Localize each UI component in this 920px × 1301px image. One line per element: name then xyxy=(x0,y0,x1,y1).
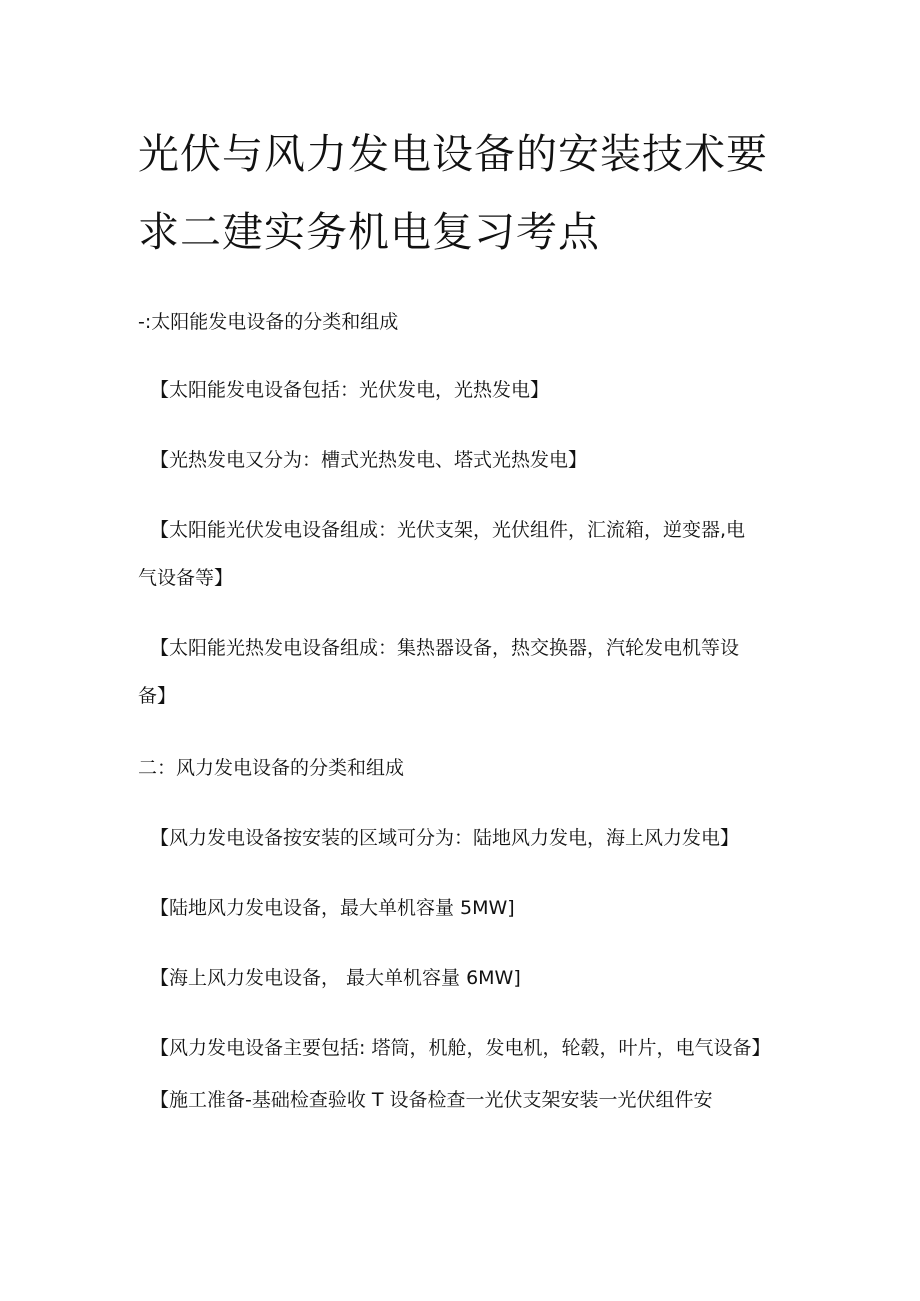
section-1-heading: -:太阳能发电设备的分类和组成 xyxy=(138,311,399,333)
section-1-item-2: 【光热发电又分为：槽式光热发电、塔式光热发电】 xyxy=(150,449,588,471)
document-title-line-2: 求二建实务机电复习考点 xyxy=(138,208,600,256)
section-2-heading: 二：风力发电设备的分类和组成 xyxy=(138,757,405,779)
section-1-item-3-line-1: 【太阳能光伏发电设备组成：光伏支架，光伏组件，汇流箱，逆变器,电 xyxy=(150,519,746,541)
section-1-item-3-line-2: 气设备等】 xyxy=(138,567,234,589)
section-2-item-2: 【陆地风力发电设备，最大单机容量 5MW] xyxy=(150,897,515,919)
section-1-item-1: 【太阳能发电设备包括：光伏发电，光热发电】 xyxy=(150,379,550,401)
section-1-item-4-line-2: 备】 xyxy=(138,685,177,707)
section-2-item-5: 【施工准备-基础检查验收 T 设备检查一光伏支架安装一光伏组件安 xyxy=(150,1089,713,1111)
section-2-item-1: 【风力发电设备按安装的区域可分为：陆地风力发电，海上风力发电】 xyxy=(150,827,740,849)
section-2-item-3: 【海上风力发电设备， 最大单机容量 6MW] xyxy=(150,967,521,989)
section-2-item-4: 【风力发电设备主要包括: 塔筒，机舱，发电机，轮毂，叶片，电气设备】 xyxy=(150,1037,771,1059)
document-title-line-1: 光伏与风力发电设备的安装技术要 xyxy=(138,130,768,178)
section-1-item-4-line-1: 【太阳能光热发电设备组成：集热器设备，热交换器，汽轮发电机等设 xyxy=(150,637,740,659)
